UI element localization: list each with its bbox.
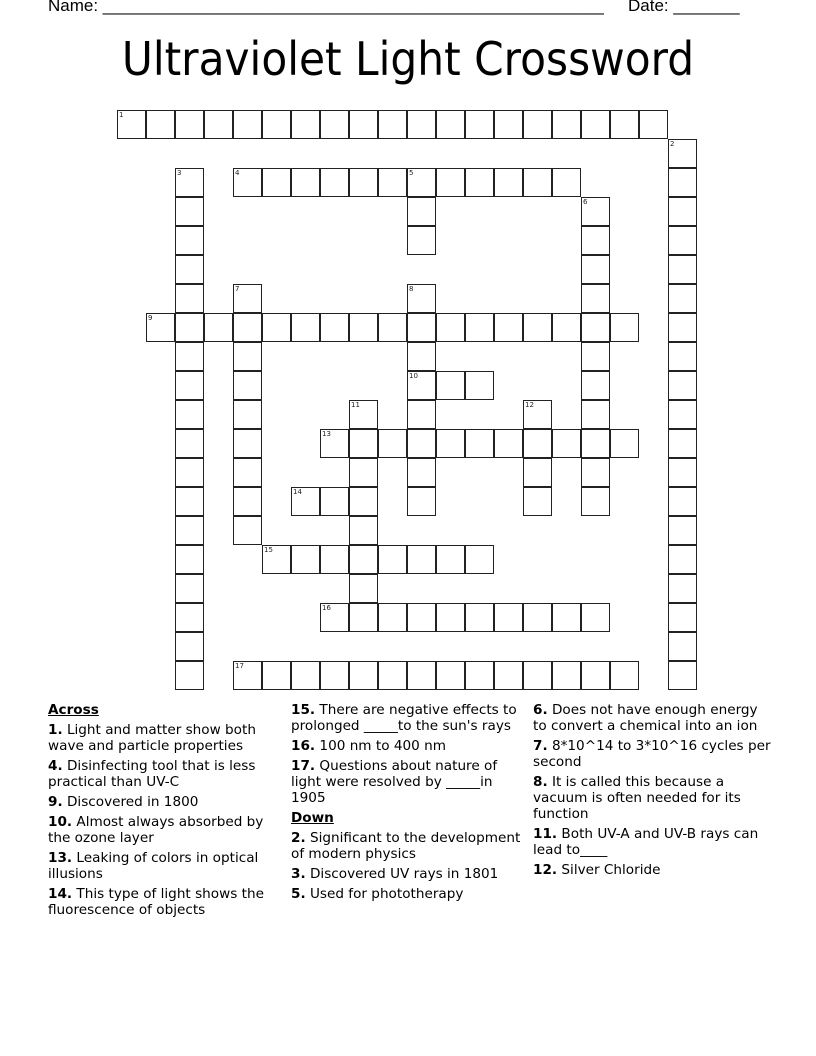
grid-cell[interactable] [175,632,204,661]
grid-cell[interactable] [523,458,552,487]
clue-down-2 [291,830,526,862]
grid-cell[interactable] [233,429,262,458]
grid-cell[interactable] [581,226,610,255]
grid-cell[interactable] [668,197,697,226]
cell-number: 13 [322,430,331,438]
grid-cell[interactable] [378,429,407,458]
cell-number: 3 [177,169,182,177]
grid-cell[interactable] [668,516,697,545]
grid-cell[interactable] [465,429,494,458]
grid-cell[interactable] [233,342,262,371]
grid-cell[interactable] [349,516,378,545]
grid-cell[interactable] [407,342,436,371]
grid-cell[interactable] [494,603,523,632]
grid-cell[interactable] [465,371,494,400]
grid-cell[interactable] [320,603,349,632]
clue-number: 8. [533,774,548,790]
cell-number: 6 [583,198,588,206]
grid-cell[interactable] [465,545,494,574]
grid-cell[interactable] [175,313,204,342]
grid-cell[interactable] [523,400,552,429]
cell-number: 4 [235,169,240,177]
grid-cell[interactable] [175,255,204,284]
grid-cell[interactable] [291,487,320,516]
grid-cell[interactable] [552,603,581,632]
cell-number: 9 [148,314,153,322]
clue-number: 1. [48,722,63,738]
grid-cell[interactable] [523,168,552,197]
grid-cell[interactable] [523,487,552,516]
clue-number: 3. [291,866,306,882]
grid-cell[interactable] [204,313,233,342]
grid-cell[interactable] [581,342,610,371]
cell-number: 5 [409,169,414,177]
grid-cell[interactable] [233,661,262,690]
grid-cell[interactable] [175,429,204,458]
grid-cell[interactable] [610,110,639,139]
grid-cell[interactable] [262,110,291,139]
clue-number: 6. [533,702,548,718]
grid-cell[interactable] [175,516,204,545]
clue-text: Light and matter show both wave and particle properties [48,722,256,754]
clue-across-4 [48,758,280,790]
grid-cell[interactable] [175,197,204,226]
clue-text: Leaking of colors in optical illusions [48,850,259,882]
clue-text: Significant to the development of modern physics [291,830,521,862]
clue-text: 8*10^14 to 3*10^16 cycles per second [533,738,771,770]
grid-cell[interactable] [378,168,407,197]
grid-cell[interactable] [668,313,697,342]
clue-text: Questions about nature of light were resolved by _____in 1905 [291,758,498,806]
grid-cell[interactable] [175,487,204,516]
grid-cell[interactable] [175,574,204,603]
clue-number: 11. [533,826,558,842]
grid-cell[interactable] [581,313,610,342]
grid-cell[interactable] [436,429,465,458]
grid-cell[interactable] [349,661,378,690]
name-field[interactable]: Name: _____________________________________________________ [48,0,604,15]
grid-cell[interactable] [494,661,523,690]
grid-cell[interactable] [262,313,291,342]
grid-cell[interactable] [291,661,320,690]
grid-cell[interactable] [436,603,465,632]
grid-cell[interactable] [175,226,204,255]
grid-cell[interactable] [349,110,378,139]
grid-cell[interactable] [378,313,407,342]
page-title: Ultraviolet Light Crossword [121,32,695,86]
clue-across-14 [48,886,280,918]
grid-cell[interactable] [407,487,436,516]
grid-cell[interactable] [523,603,552,632]
grid-cell[interactable] [407,458,436,487]
grid-cell[interactable] [668,168,697,197]
grid-cell[interactable] [494,168,523,197]
clue-down-5 [291,886,526,902]
grid-cell[interactable] [146,110,175,139]
grid-cell[interactable] [581,255,610,284]
grid-cell[interactable] [610,313,639,342]
grid-cell[interactable] [175,342,204,371]
grid-cell[interactable] [523,313,552,342]
grid-cell[interactable] [407,313,436,342]
clue-down-7 [533,738,773,770]
date-field[interactable]: Date: _______ [628,0,740,15]
clue-text: Silver Chloride [561,862,661,878]
grid-cell[interactable] [175,603,204,632]
grid-cell[interactable] [610,429,639,458]
grid-cell[interactable] [233,371,262,400]
grid-cell[interactable] [320,168,349,197]
grid-cell[interactable] [117,110,146,139]
clue-text: Discovered in 1800 [66,794,199,810]
grid-cell[interactable] [291,313,320,342]
cell-number: 10 [409,372,418,380]
grid-cell[interactable] [581,458,610,487]
clue-text: This type of light shows the fluorescence of objects [48,886,264,918]
grid-cell[interactable] [233,168,262,197]
grid-cell[interactable] [494,429,523,458]
grid-cell[interactable] [465,168,494,197]
grid-cell[interactable] [320,487,349,516]
grid-cell[interactable] [175,545,204,574]
grid-cell[interactable] [407,400,436,429]
clue-across-17 [291,758,526,806]
grid-cell[interactable] [465,661,494,690]
grid-cell[interactable] [233,516,262,545]
grid-cell[interactable] [262,168,291,197]
grid-cell[interactable] [668,545,697,574]
clue-text: Disinfecting tool that is less practical than UV-C [48,758,256,790]
grid-cell[interactable] [523,429,552,458]
grid-cell[interactable] [668,342,697,371]
grid-cell[interactable] [349,545,378,574]
grid-cell[interactable] [175,110,204,139]
clue-across-13 [48,850,280,882]
clue-text: It is called this because a vacuum is often needed for its function [533,774,741,822]
clues-column-3 [533,702,773,882]
clue-number: 15. [291,702,316,718]
grid-cell[interactable] [668,255,697,284]
grid-cell[interactable] [581,487,610,516]
clue-across-16 [291,738,526,754]
grid-cell[interactable] [175,400,204,429]
grid-cell[interactable] [262,545,291,574]
grid-cell[interactable] [552,313,581,342]
clue-number: 2. [291,830,306,846]
grid-cell[interactable] [668,400,697,429]
clue-down-12 [533,862,773,878]
grid-cell[interactable] [378,110,407,139]
grid-cell[interactable] [494,110,523,139]
cell-number: 2 [670,140,675,148]
grid-cell[interactable] [581,400,610,429]
clue-down-11 [533,826,773,858]
grid-cell[interactable] [175,371,204,400]
grid-cell[interactable] [581,284,610,313]
grid-cell[interactable] [378,661,407,690]
grid-cell[interactable] [523,110,552,139]
grid-cell[interactable] [349,313,378,342]
grid-cell[interactable] [465,110,494,139]
cell-number: 16 [322,604,331,612]
clue-across-1 [48,722,280,754]
grid-cell[interactable] [320,661,349,690]
grid-cell[interactable] [233,313,262,342]
grid-cell[interactable] [436,110,465,139]
grid-cell[interactable] [175,284,204,313]
clue-down-3 [291,866,526,882]
grid-cell[interactable] [668,487,697,516]
grid-cell[interactable] [320,110,349,139]
clue-text: Almost always absorbed by the ozone layer [48,814,264,846]
down-heading: Down [291,810,334,826]
grid-cell[interactable] [349,168,378,197]
grid-cell[interactable] [291,545,320,574]
clue-number: 16. [291,738,316,754]
grid-cell[interactable] [378,603,407,632]
grid-cell[interactable] [465,603,494,632]
grid-cell[interactable] [349,487,378,516]
across-heading: Across [48,702,99,718]
grid-cell[interactable] [436,545,465,574]
grid-cell[interactable] [581,603,610,632]
grid-cell[interactable] [146,313,175,342]
clue-text: Used for phototherapy [309,886,464,902]
grid-cell[interactable] [610,661,639,690]
grid-cell[interactable] [407,284,436,313]
grid-cell[interactable] [668,603,697,632]
grid-cell[interactable] [233,284,262,313]
grid-cell[interactable] [494,313,523,342]
grid-cell[interactable] [668,284,697,313]
grid-cell[interactable] [320,313,349,342]
grid-cell[interactable] [407,603,436,632]
grid-cell[interactable] [552,429,581,458]
clues-column-1 [48,702,280,922]
clue-text: Both UV-A and UV-B rays can lead to____ [533,826,759,858]
grid-cell[interactable] [407,545,436,574]
clue-number: 14. [48,886,73,902]
grid-cell[interactable] [233,400,262,429]
grid-cell[interactable] [407,661,436,690]
grid-cell[interactable] [668,429,697,458]
grid-cell[interactable] [291,110,320,139]
grid-cell[interactable] [581,429,610,458]
grid-cell[interactable] [262,661,291,690]
grid-cell[interactable] [668,458,697,487]
grid-cell[interactable] [233,110,262,139]
grid-cell[interactable] [581,371,610,400]
cell-number: 11 [351,401,360,409]
grid-cell[interactable] [581,197,610,226]
grid-cell[interactable] [175,168,204,197]
grid-cell[interactable] [552,661,581,690]
grid-cell[interactable] [407,371,436,400]
grid-cell[interactable] [291,168,320,197]
grid-cell[interactable] [436,313,465,342]
clue-number: 5. [291,886,306,902]
grid-cell[interactable] [320,545,349,574]
grid-cell[interactable] [175,661,204,690]
clue-number: 12. [533,862,558,878]
grid-cell[interactable] [407,197,436,226]
clue-number: 10. [48,814,73,830]
grid-cell[interactable] [465,313,494,342]
grid-cell[interactable] [436,661,465,690]
grid-cell[interactable] [668,226,697,255]
grid-cell[interactable] [349,429,378,458]
grid-cell[interactable] [349,458,378,487]
grid-cell[interactable] [349,603,378,632]
cell-number: 8 [409,285,414,293]
grid-cell[interactable] [668,661,697,690]
clue-across-9 [48,794,280,810]
grid-cell[interactable] [349,400,378,429]
cell-number: 14 [293,488,302,496]
grid-cell[interactable] [233,458,262,487]
clue-down-8 [533,774,773,822]
clue-text: Does not have enough energy to convert a chemical into an ion [533,702,758,734]
grid-cell[interactable] [204,110,233,139]
clue-text: There are negative effects to prolonged _____to the sun's rays [291,702,517,734]
grid-cell[interactable] [407,226,436,255]
grid-cell[interactable] [639,110,668,139]
grid-cell[interactable] [320,429,349,458]
grid-cell[interactable] [552,110,581,139]
grid-cell[interactable] [175,458,204,487]
clue-text: 100 nm to 400 nm [319,738,446,754]
grid-cell[interactable] [552,168,581,197]
grid-cell[interactable] [523,661,552,690]
grid-cell[interactable] [668,371,697,400]
grid-cell[interactable] [407,168,436,197]
grid-cell[interactable] [378,545,407,574]
clue-across-15 [291,702,526,734]
clue-number: 13. [48,850,73,866]
grid-cell[interactable] [581,110,610,139]
clue-text: Discovered UV rays in 1801 [309,866,499,882]
grid-cell[interactable] [436,371,465,400]
grid-cell[interactable] [407,110,436,139]
clue-down-6 [533,702,773,734]
grid-cell[interactable] [668,139,697,168]
grid-cell[interactable] [436,168,465,197]
grid-cell[interactable] [668,574,697,603]
clue-number: 7. [533,738,548,754]
cell-number: 1 [119,111,124,119]
grid-cell[interactable] [668,632,697,661]
grid-cell[interactable] [233,487,262,516]
grid-cell[interactable] [349,574,378,603]
cell-number: 17 [235,662,244,670]
grid-cell[interactable] [581,661,610,690]
grid-cell[interactable] [407,429,436,458]
clue-number: 17. [291,758,316,774]
cell-number: 12 [525,401,534,409]
clue-number: 9. [48,794,63,810]
cell-number: 15 [264,546,273,554]
cell-number: 7 [235,285,240,293]
clue-number: 4. [48,758,63,774]
clue-across-10 [48,814,280,846]
clues-column-2 [291,702,526,906]
